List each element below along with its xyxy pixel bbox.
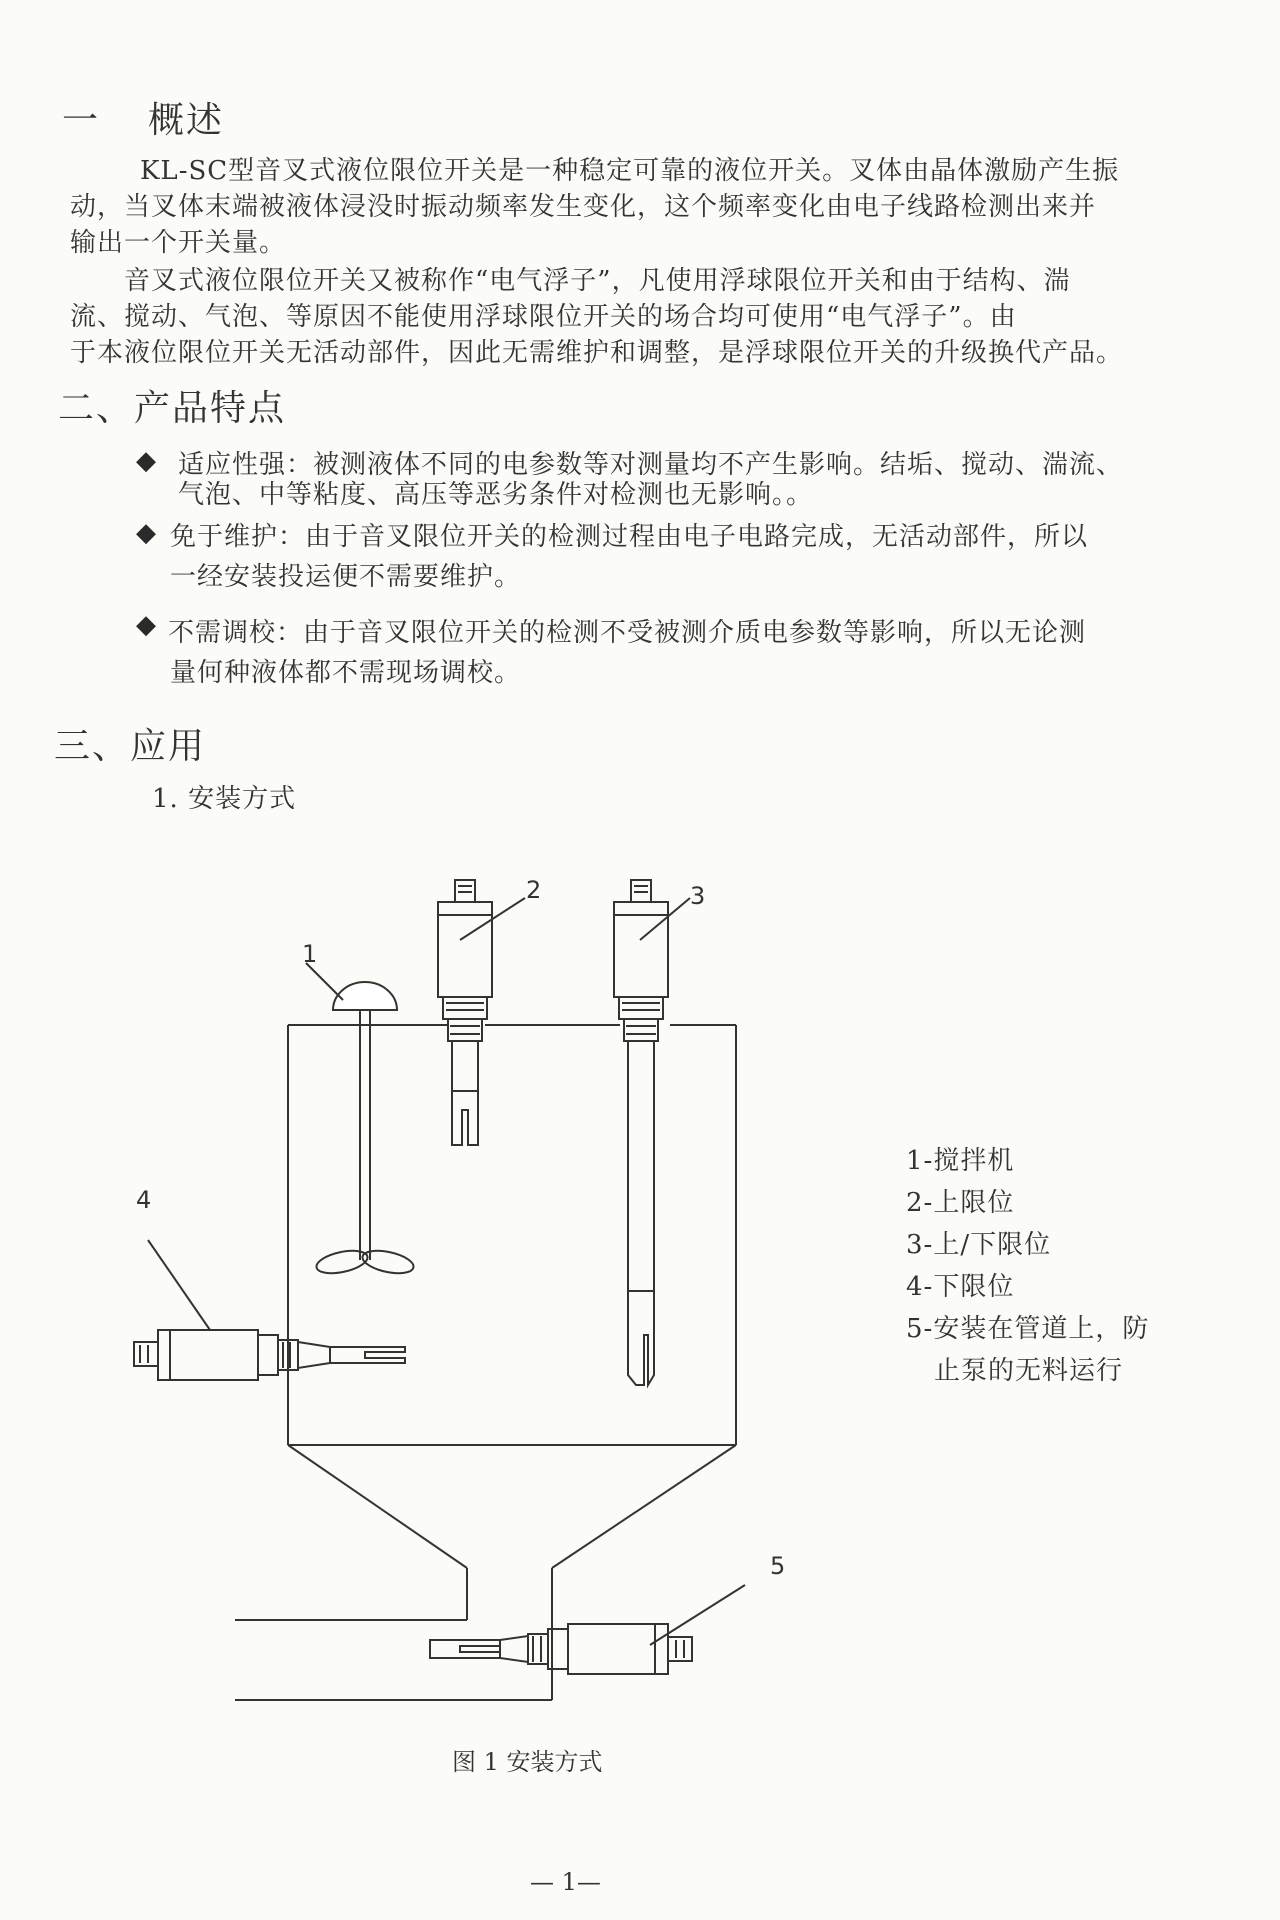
feature-line: 一经安装投运便不需要维护。 — [170, 562, 522, 592]
section-3-subtitle: 1. 安装方式 — [152, 784, 297, 814]
paragraph-line: 音叉式液位限位开关又被称作“电气浮子”，凡使用浮球限位开关和由于结构、湍 — [124, 266, 1071, 296]
feature-line: 气泡、中等粘度、高压等恶劣条件对检测也无影响。。 — [178, 480, 814, 510]
feature-line: 适应性强：被测液体不同的电参数等对测量均不产生影响。结垢、搅动、湍流、 — [178, 450, 1124, 480]
fork-switch-pipe-icon — [430, 1585, 745, 1674]
feature-line: 免于维护：由于音叉限位开关的检测过程由电子电路完成，无活动部件，所以 — [170, 522, 1089, 552]
section-2-title: 二、产品特点 — [58, 388, 287, 429]
callout-4: 4 — [136, 1186, 152, 1214]
paragraph-line: 输出一个开关量。 — [70, 228, 287, 258]
callout-3: 3 — [690, 882, 706, 910]
legend-item: 2-上限位 — [906, 1188, 1015, 1218]
legend-item: 5-安装在管道上，防 — [906, 1314, 1150, 1344]
diamond-bullet-icon: ◆ — [136, 610, 156, 640]
paragraph-line: 于本液位限位开关无活动部件，因此无需维护和调整，是浮球限位开关的升级换代产品。 — [70, 338, 1124, 368]
callout-1: 1 — [302, 940, 318, 968]
fork-switch-long-icon — [614, 880, 690, 1385]
legend-item: 4-下限位 — [906, 1272, 1015, 1302]
diamond-bullet-icon: ◆ — [136, 518, 156, 548]
fork-switch-upper-icon — [438, 880, 525, 1145]
legend-item: 3-上/下限位 — [906, 1230, 1052, 1260]
callout-2: 2 — [526, 876, 542, 904]
callout-5: 5 — [770, 1552, 786, 1580]
diamond-bullet-icon: ◆ — [136, 446, 156, 476]
page-number: — 1— — [530, 1868, 601, 1896]
section-1-title: 概述 — [148, 100, 225, 141]
legend-item: 1-搅拌机 — [906, 1146, 1015, 1176]
outlet-pipe — [235, 1568, 552, 1700]
figure-caption: 图 1 安装方式 — [452, 1748, 603, 1776]
paragraph-line: 动，当叉体末端被液体浸没时振动频率发生变化，这个频率变化由电子线路检测出来并 — [70, 192, 1097, 222]
feature-line: 量何种液体都不需现场调校。 — [170, 658, 522, 688]
feature-line: 不需调校：由于音叉限位开关的检测不受被测介质电参数等影响，所以无论测 — [168, 618, 1087, 648]
tank-outline — [288, 1025, 736, 1568]
paragraph-line: KL-SC型音叉式液位限位开关是一种稳定可靠的液位开关。叉体由晶体激励产生振 — [140, 156, 1120, 186]
agitator-icon — [306, 963, 416, 1277]
paragraph-line: 流、搅动、气泡、等原因不能使用浮球限位开关的场合均可使用“电气浮子”。由 — [70, 302, 1017, 332]
section-1-number: 一 — [62, 100, 101, 141]
legend-item: 止泵的无料运行 — [934, 1356, 1124, 1386]
section-3-title: 三、应用 — [54, 726, 207, 767]
